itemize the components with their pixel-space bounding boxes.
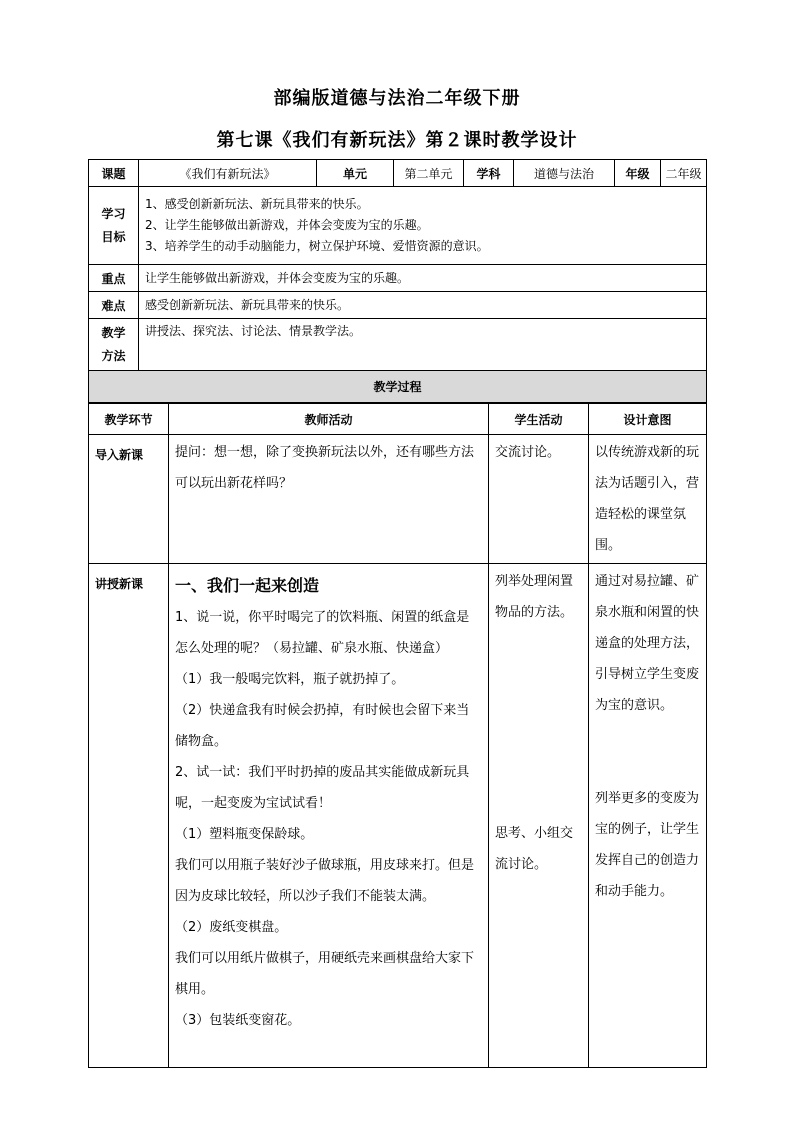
key-value: 让学生能够做出新游戏，并体会变废为宝的乐趣。	[139, 265, 707, 292]
process-row-intro	[89, 435, 707, 564]
info-table	[88, 159, 707, 403]
lesson-teacher	[169, 564, 489, 1068]
header-intent: 设计意图	[589, 404, 707, 435]
student-activity: 列举处理闲置物品的方法。	[495, 574, 574, 620]
goals-value	[139, 187, 707, 265]
teacher-line: 我们可以用瓶子装好沙子做球瓶，用皮球来打。但是因为皮球比较轻，所以沙子我们不能装太满。	[175, 858, 475, 904]
teacher-line: （2）废纸变棋盘。	[175, 920, 288, 935]
method-value: 讲授法、探究法、讨论法、情景教学法。	[139, 319, 707, 371]
header-student: 学生活动	[489, 404, 589, 435]
intro-teacher: 提问：想一想，除了变换新玩法以外，还有哪些方法可以玩出新花样吗？	[169, 435, 489, 564]
spacer	[495, 628, 582, 818]
unit-label: 单元	[317, 160, 394, 187]
teacher-line: （1）我一般喝完饮料，瓶子就扔掉了。	[175, 672, 405, 687]
process-title: 教学过程	[89, 371, 707, 403]
lesson-value: 《我们有新玩法》	[139, 160, 317, 187]
process-header-row	[89, 404, 707, 435]
header-teacher: 教师活动	[169, 404, 489, 435]
header-stage: 教学环节	[89, 404, 169, 435]
process-table	[88, 403, 707, 1068]
design-intent: 通过对易拉罐、矿泉水瓶和闲置的快递盒的处理方法，引导树立学生变废为宝的意识。	[595, 574, 700, 713]
method-label-line: 方法	[101, 348, 126, 363]
intro-intent: 以传统游戏新的玩法为话题引入，营造轻松的课堂氛围。	[589, 435, 707, 564]
teacher-line: 1、说一说，你平时喝完了的饮料瓶、闲置的纸盒是怎么处理的呢？（易拉罐、矿泉水瓶、快递盒）	[175, 610, 470, 656]
goal-item: 2、让学生能够做出新游戏，并体会变废为宝的乐趣。	[145, 218, 429, 232]
design-intent: 列举更多的变废为宝的例子，让学生发挥自己的创造力和动手能力。	[595, 791, 700, 899]
info-row-difficult	[89, 292, 707, 319]
lesson-student	[489, 564, 589, 1068]
goals-label-line: 目标	[101, 229, 126, 244]
intro-student: 交流讨论。	[489, 435, 589, 564]
goals-label-line: 学习	[101, 206, 126, 221]
teacher-line: （2）快递盒我有时候会扔掉，有时候也会留下来当储物盒。	[175, 703, 470, 749]
unit-value: 第二单元	[394, 160, 464, 187]
document-subtitle: 第七课《我们有新玩法》第２课时教学设计	[216, 130, 578, 151]
key-label: 重点	[89, 265, 139, 292]
info-row-lesson	[89, 160, 707, 187]
info-row-key	[89, 265, 707, 292]
process-row-lesson	[89, 564, 707, 1068]
spacer	[595, 721, 700, 783]
teacher-line: （1）塑料瓶变保龄球。	[175, 827, 314, 842]
lesson-intent	[589, 564, 707, 1068]
subject-value: 道德与法治	[514, 160, 615, 187]
teacher-line: （3）包装纸变窗花。	[175, 1013, 301, 1028]
subject-label: 学科	[464, 160, 514, 187]
goals-label	[89, 187, 139, 265]
grade-label: 年级	[615, 160, 661, 187]
difficult-value: 感受创新新玩法、新玩具带来的快乐。	[139, 292, 707, 319]
lesson-stage: 讲授新课	[89, 564, 169, 1068]
grade-value: 二年级	[661, 160, 707, 187]
intro-stage: 导入新课	[89, 435, 169, 564]
info-row-goals	[89, 187, 707, 265]
difficult-label: 难点	[89, 292, 139, 319]
method-label-line: 教学	[101, 325, 126, 340]
teacher-line: 我们可以用纸片做棋子，用硬纸壳来画棋盘给大家下棋用。	[175, 951, 475, 997]
document-title: 部编版道德与法治二年级下册	[273, 88, 521, 109]
student-activity: 思考、小组交流讨论。	[495, 826, 574, 872]
goal-item: 3、培养学生的动手动脑能力，树立保护环境、爱惜资源的意识。	[145, 239, 489, 253]
process-title-row	[89, 371, 707, 403]
info-row-method	[89, 319, 707, 371]
teacher-line: 2、试一试：我们平时扔掉的废品其实能做成新玩具呢，一起变废为宝试试看！	[175, 765, 470, 811]
lesson-label: 课题	[89, 160, 139, 187]
goal-item: 1、感受创新新玩法、新玩具带来的快乐。	[145, 197, 369, 211]
section-title: 一、我们一起来创造	[175, 576, 320, 595]
method-label	[89, 319, 139, 371]
